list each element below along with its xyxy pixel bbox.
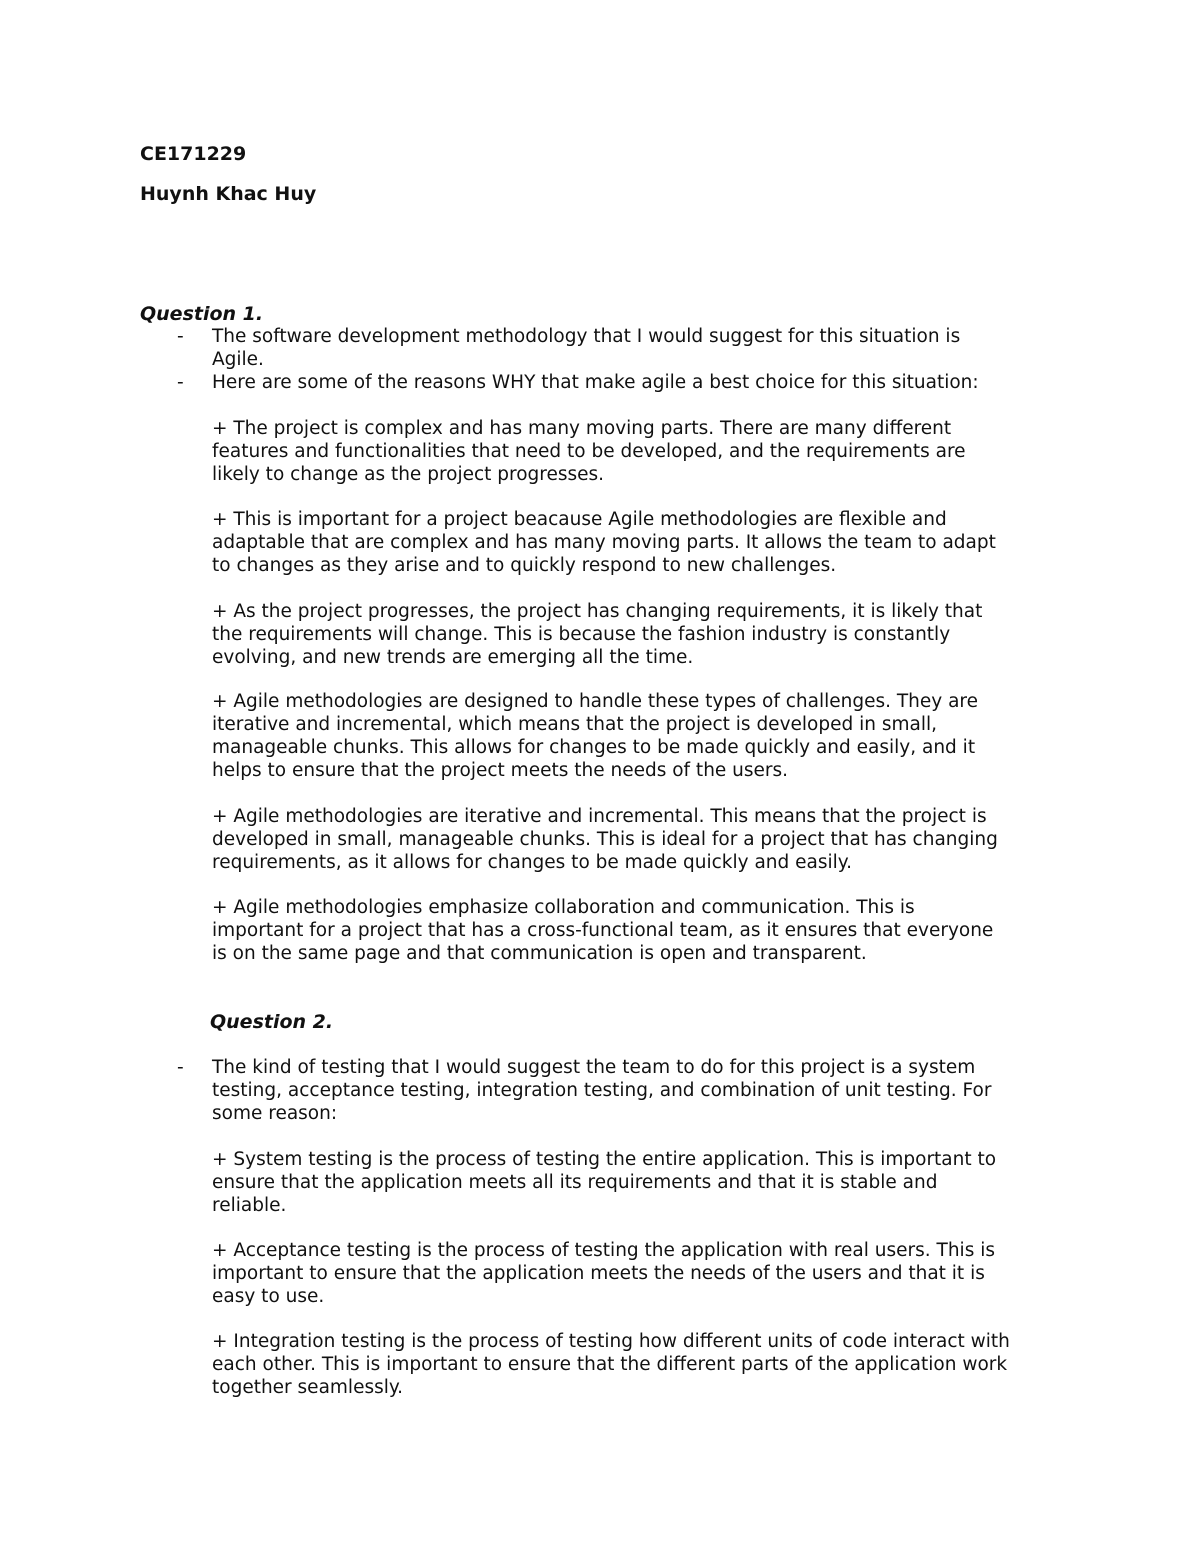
text-line: to changes as they arise and to quickly respond to new challenges. xyxy=(212,555,837,576)
text-line: + System testing is the process of testing the entire application. This is important to xyxy=(212,1149,997,1170)
bullet-dash: - xyxy=(177,372,184,393)
bullet-dash: - xyxy=(177,1057,184,1078)
text-line: Agile. xyxy=(212,349,264,370)
text-line: evolving, and new trends are emerging all the time. xyxy=(212,647,694,668)
text-line: + The project is complex and has many moving parts. There are many different xyxy=(212,418,952,439)
q2-reason-2 xyxy=(212,1239,1112,1308)
text-line: + Agile methodologies are designed to handle these types of challenges. They are xyxy=(212,691,979,712)
text-line: + Integration testing is the process of testing how different units of code interact with xyxy=(212,1331,1010,1352)
q1-reason-5 xyxy=(212,805,1112,874)
text-line: + This is important for a project beacause Agile methodologies are flexible and xyxy=(212,509,947,530)
text-line: + Agile methodologies emphasize collaboration and communication. This is xyxy=(212,897,915,918)
text-line: likely to change as the project progresses. xyxy=(212,464,605,485)
q1-reason-3 xyxy=(212,600,1112,669)
q2-reason-1 xyxy=(212,1148,1112,1217)
text-line: + As the project progresses, the project has changing requirements, it is likely that xyxy=(212,601,983,622)
text-line: features and functionalities that need to be developed, and the requirements are xyxy=(212,441,966,462)
text-line: is on the same page and that communication is open and transparent. xyxy=(212,943,867,964)
text-line: The kind of testing that I would suggest the team to do for this project is a system xyxy=(212,1057,976,1078)
text-line: together seamlessly. xyxy=(212,1377,404,1398)
text-line: ensure that the application meets all its requirements and that it is stable and xyxy=(212,1172,938,1193)
q1-bullet-2 xyxy=(212,371,1112,394)
q1-bullet-1 xyxy=(212,325,1112,371)
text-line: reliable. xyxy=(212,1195,287,1216)
text-line: important for a project that has a cross-functional team, as it ensures that everyone xyxy=(212,920,994,941)
q1-reason-1 xyxy=(212,417,1112,486)
q1-reason-6 xyxy=(212,896,1112,965)
text-line: + Agile methodologies are iterative and incremental. This means that the project is xyxy=(212,806,987,827)
bullet-dash: - xyxy=(177,326,184,347)
q2-intro xyxy=(212,1056,1112,1125)
text-line: developed in small, manageable chunks. This is ideal for a project that has changing xyxy=(212,829,998,850)
text-line: some reason: xyxy=(212,1103,338,1124)
text-line: manageable chunks. This allows for changes to be made quickly and easily, and it xyxy=(212,737,976,758)
student-id: CE171229 xyxy=(140,143,247,165)
q1-reason-2 xyxy=(212,508,1112,577)
q1-reason-4 xyxy=(212,690,1112,782)
question-1-title: Question 1. xyxy=(140,303,264,325)
text-line: easy to use. xyxy=(212,1286,325,1307)
text-line: each other. This is important to ensure that the different parts of the application work xyxy=(212,1354,1008,1375)
text-line: the requirements will change. This is because the fashion industry is constantly xyxy=(212,624,951,645)
text-line: helps to ensure that the project meets the needs of the users. xyxy=(212,760,789,781)
q2-reason-3 xyxy=(212,1330,1112,1399)
text-line: requirements, as it allows for changes to be made quickly and easily. xyxy=(212,852,852,873)
text-line: important to ensure that the application meets the needs of the users and that it is xyxy=(212,1263,985,1284)
text-line: testing, acceptance testing, integration testing, and combination of unit testing. For xyxy=(212,1080,992,1101)
student-name: Huynh Khac Huy xyxy=(140,183,317,205)
text-line: The software development methodology that I would suggest for this situation is xyxy=(212,326,961,347)
text-line: adaptable that are complex and has many moving parts. It allows the team to adapt xyxy=(212,532,996,553)
text-line: iterative and incremental, which means that the project is developed in small, xyxy=(212,714,938,735)
text-line: + Acceptance testing is the process of testing the application with real users. This is xyxy=(212,1240,995,1261)
question-2-title: Question 2. xyxy=(210,1011,334,1033)
text-line: Here are some of the reasons WHY that make agile a best choice for this situation: xyxy=(212,372,979,393)
